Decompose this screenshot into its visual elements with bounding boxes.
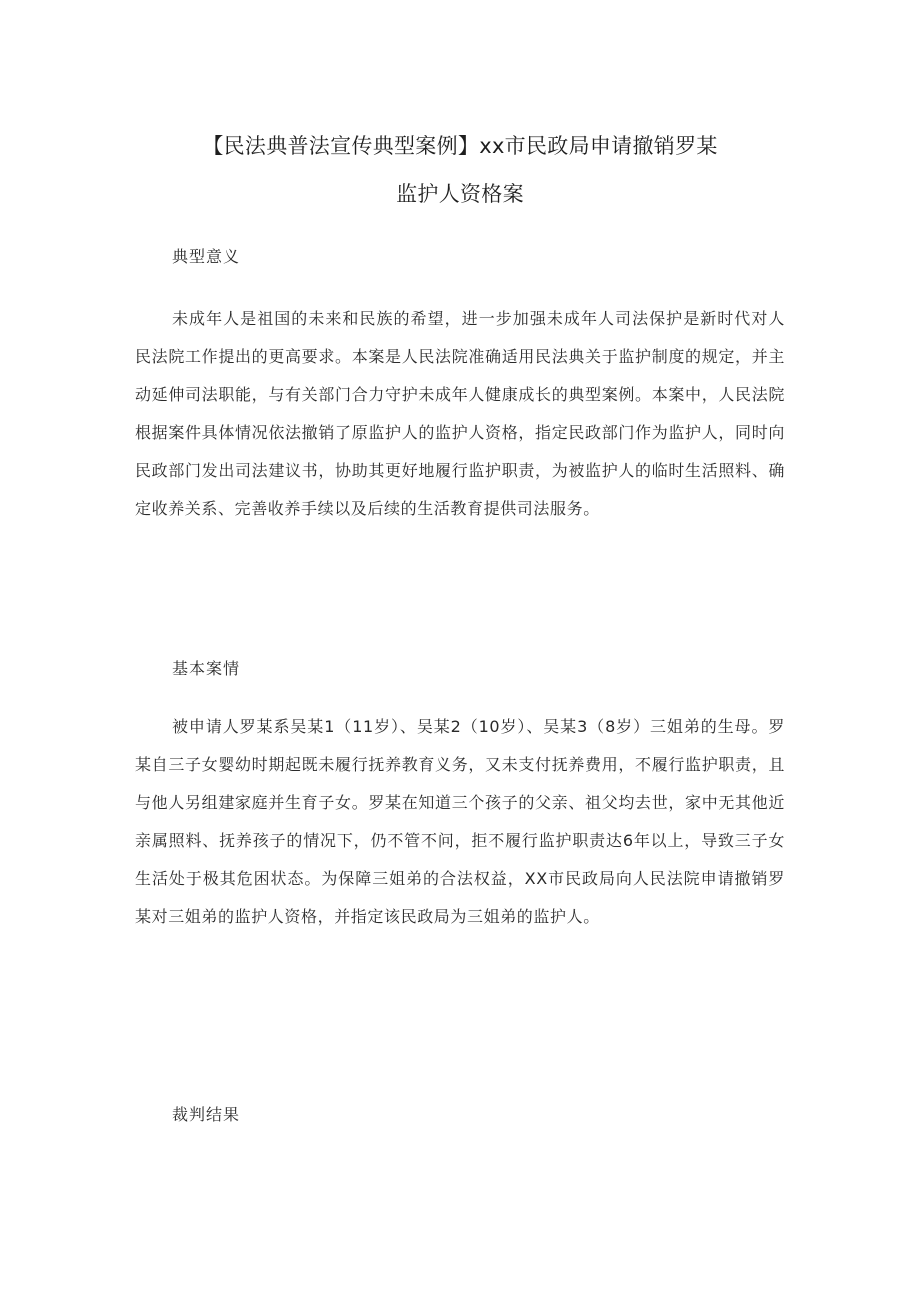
section-paragraph-facts: 被申请人罗某系吴某1（11岁）、吴某2（10岁）、吴某3（8岁）三姐弟的生母。罗某自三子女婴幼时期起既未履行抚养教育义务，又未支付抚养费用，不履行监护职责，且与他人另组建家庭并生育子女。罗某在知道三个孩子的父亲、祖父均去世，家中无其他近亲属照料、抚养孩子的情况下，仍不管不问，拒不履行监护职责达6年以上，导致三子女生活处于极其危困状态。为保障三姐弟的合法权益，XX市民政局向人民法院申请撤销罗某对三姐弟的监护人资格，并指定该民政局为三姐弟的监护人。 <box>135 717 785 926</box>
section-paragraph-significance: 未成年人是祖国的未来和民族的希望，进一步加强未成年人司法保护是新时代对人民法院工作提出的更高要求。本案是人民法院准确适用民法典关于监护制度的规定，并主动延伸司法职能，与有关部门合力守护未成年人健康成长的典型案例。本案中，人民法院根据案件具体情况依法撤销了原监护人的监护人资格，指定民政部门作为监护人，同时向民政部门发出司法建议书，协助其更好地履行监护职责，为被监护人的临时生活照料、确定收养关系、完善收养手续以及后续的生活教育提供司法服务。 <box>135 309 785 518</box>
section-heading-facts: 基本案情 <box>172 659 241 678</box>
section-heading-significance: 典型意义 <box>172 247 241 266</box>
document-title-line-2: 监护人资格案 <box>396 182 524 206</box>
document-title-line-1: 【民法典普法宣传典型案例】xx市民政局申请撤销罗某 <box>202 134 718 158</box>
section-heading-judgment: 裁判结果 <box>172 1105 241 1124</box>
